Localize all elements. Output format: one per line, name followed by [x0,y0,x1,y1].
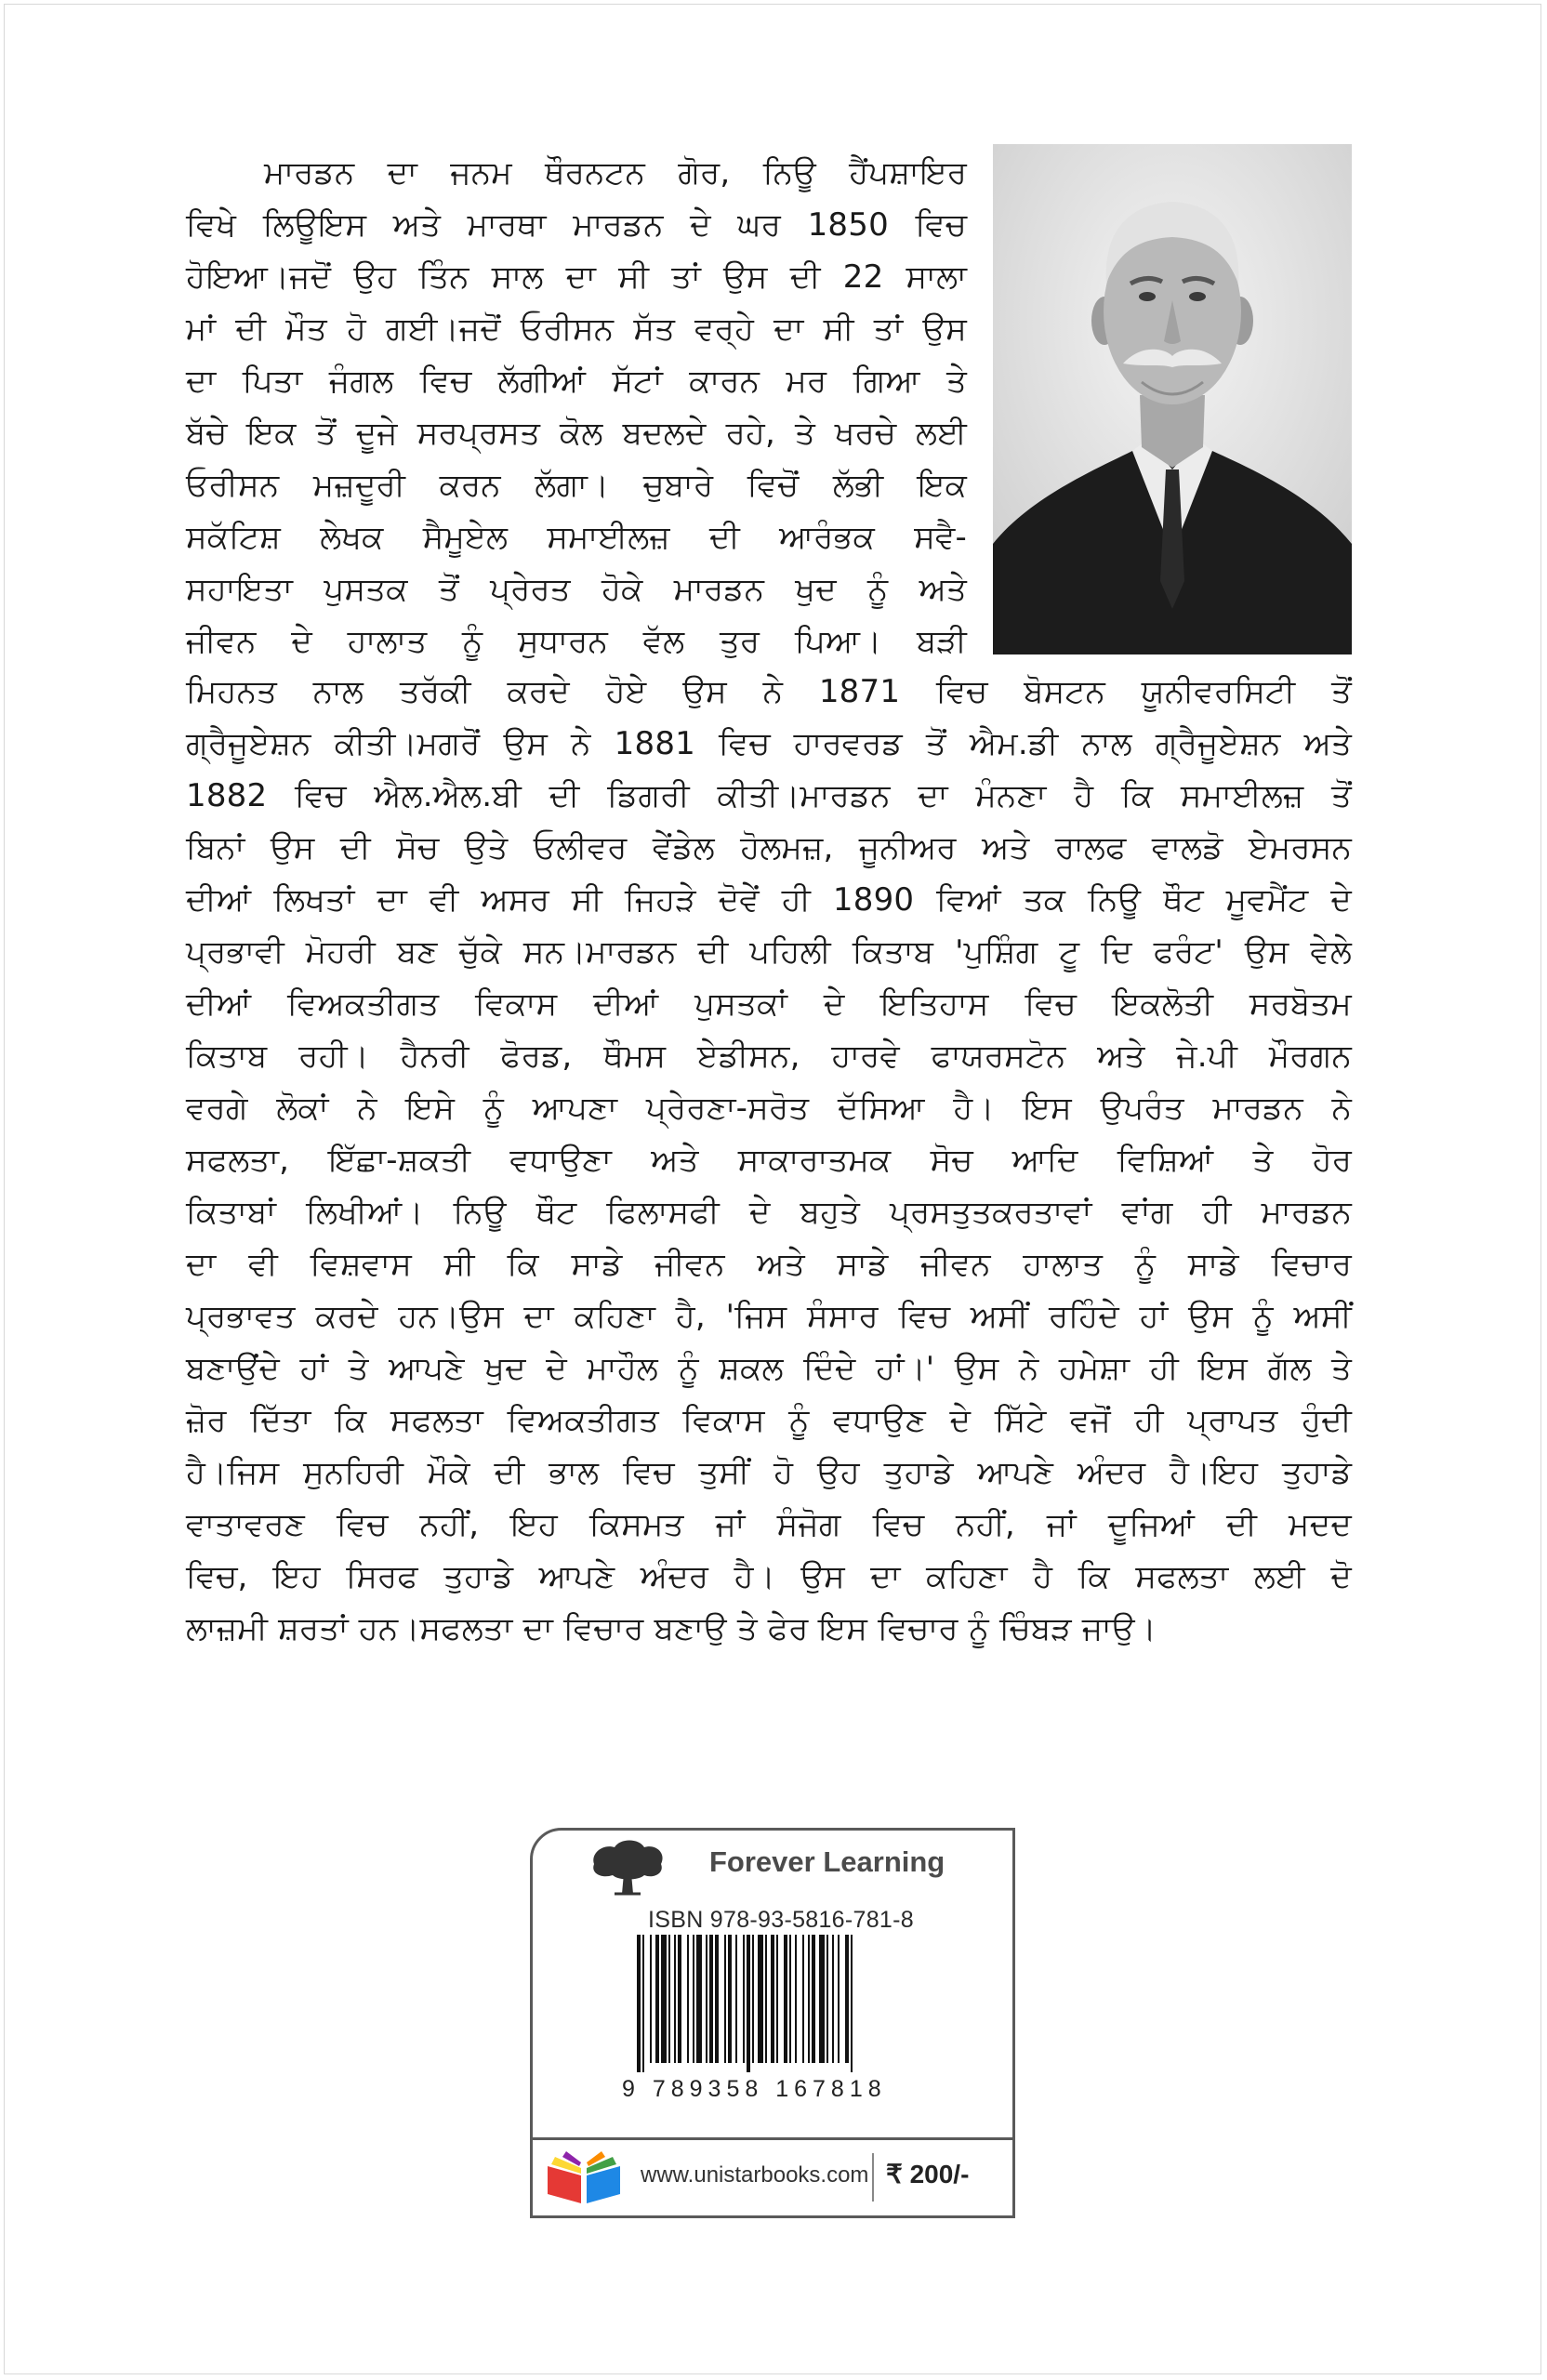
barcode-bar [845,1935,849,2063]
bio-line: ਵਰਗੇ ਲੋਕਾਂ ਨੇ ਇਸੇ ਨੂੰ ਆਪਣਾ ਪ੍ਰੇਰਣਾ-ਸਰੋਤ ਦੱਸਿਆ ਹੈ। ਇਸ ਉਪਰੰਤ ਮਾਰਡਨ ਨੇ [186,1090,1352,1127]
barcode-bar [661,1935,667,2063]
barcode-bar [735,1935,737,2063]
barcode-bar [693,1935,694,2063]
barcode [635,1935,918,2072]
barcode-bar [812,1935,815,2063]
bio-line: ਕਿਤਾਬ ਰਹੀ। ਹੈਨਰੀ ਫੋਰਡ, ਥੌਮਸ ਏਡੀਸਨ, ਹਾਰਵੇ ਫਾਯਰਸਟੋਨ ਅਤੇ ਜੇ.ਪੀ ਮੌਰਗਨ [186,1038,1352,1075]
bio-line: ਦਾ ਵੀ ਵਿਸ਼ਵਾਸ ਸੀ ਕਿ ਸਾਡੇ ਜੀਵਨ ਅਤੇ ਸਾਡੇ ਜੀਵਨ ਹਾਲਾਤ ਨੂੰ ਸਾਡੇ ਵਿਚਾਰ [186,1246,1352,1283]
barcode-bar [851,1935,853,2072]
bio-line: ਦਾ ਪਿਤਾ ਜੰਗਲ ਵਿਚ ਲੱਗੀਆਂ ਸੱਟਾਂ ਕਾਰਨ ਮਰ ਗਿਆ ਤੇ [186,363,967,400]
barcode-bar [743,1935,745,2063]
barcode-bar [728,1935,732,2063]
bio-line: ਦੀਆਂ ਵਿਅਕਤੀਗਤ ਵਿਕਾਸ ਦੀਆਂ ਪੁਸਤਕਾਂ ਦੇ ਇਤਿਹਾਸ ਵਿਚ ਇਕਲੋਤੀ ਸਰਬੋਤਮ [186,985,1352,1023]
barcode-bar [687,1935,689,2063]
bio-line: ਹੈ।ਜਿਸ ਸੁਨਹਿਰੀ ਮੌਕੇ ਦੀ ਭਾਲ ਵਿਚ ਤੁਸੀਂ ਹੋ ਉਹ ਤੁਹਾਡੇ ਆਪਣੇ ਅੰਦਰ ਹੈ।ਇਹ ਤੁਹਾਡੇ [186,1454,1352,1491]
barcode-bar [724,1935,726,2063]
barcode-bar [715,1935,719,2063]
barcode-bar [752,1935,754,2063]
barcode-bar [802,1935,804,2063]
barcode-bar [747,1935,750,2072]
barcode-bar [642,1935,644,2072]
barcode-bar [668,1935,670,2063]
author-portrait [993,144,1352,654]
barcode-bar [819,1935,825,2063]
barcode-bar [832,1935,834,2063]
price-divider [872,2153,874,2202]
bio-line: ਜੀਵਨ ਦੇ ਹਾਲਾਤ ਨੂੰ ਸੁਧਾਰਨ ਵੱਲ ਤੁਰ ਪਿਆ। ਬੜੀ [186,623,967,660]
bio-line: ਕਿਤਾਬਾਂ ਲਿਖੀਆਂ। ਨਿਊ ਥੌਟ ਫਿਲਾਸਫੀ ਦੇ ਬਹੁਤੇ ਪ੍ਰਸਤੁਤਕਰਤਾਵਾਂ ਵਾਂਗ ਹੀ ਮਾਰਡਨ [186,1194,1352,1231]
barcode-bar [678,1935,681,2063]
bio-line: ਮਾਰਡਨ ਦਾ ਜਨਮ ਥੌਰਨਟਨ ਗੋਰ, ਨਿਊ ਹੈਂਪਸ਼ਾਇਰ [264,154,967,192]
bio-line: ਬੱਚੇ ਇਕ ਤੋਂ ਦੂਜੇ ਸਰਪ੍ਰਸਤ ਕੋਲ ਬਦਲਦੇ ਰਹੇ, ਤੇ ਖਰਚੇ ਲਈ [186,415,967,452]
barcode-bar [789,1935,791,2063]
barcode-bar [776,1935,778,2063]
barcode-bar [674,1935,676,2063]
bio-line: ਵਿਖੇ ਲਿਊਇਸ ਅਤੇ ਮਾਰਥਾ ਮਾਰਡਨ ਦੇ ਘਰ 1850 ਵਿਚ [186,206,967,244]
barcode-bar [758,1935,763,2063]
barcode-bar [826,1935,828,2063]
bio-line: ਮਿਹਨਤ ਨਾਲ ਤਰੱਕੀ ਕਰਦੇ ਹੋਏ ਉਸ ਨੇ 1871 ਵਿਚ ਬੋਸਟਨ ਯੂਨੀਵਰਸਿਟੀ ਤੋਂ [186,673,1352,710]
bio-line: ਓਰੀਸਨ ਮਜ਼ਦੂਰੀ ਕਰਨ ਲੱਗਾ। ਚੁਬਾਰੇ ਵਿਚੋਂ ਲੱਭੀ ਇਕ [186,467,967,504]
barcode-bar [838,1935,840,2063]
bio-line: ਦੀਆਂ ਲਿਖਤਾਂ ਦਾ ਵੀ ਅਸਰ ਸੀ ਜਿਹੜੇ ਦੋਵੇਂ ਹੀ 1890 ਵਿਆਂ ਤਕ ਨਿਊ ਥੌਟ ਮੂਵਮੈਂਟ ਦੇ [186,881,1352,919]
bio-line: ਬਣਾਉਂਦੇ ਹਾਂ ਤੇ ਆਪਣੇ ਖੁਦ ਦੇ ਮਾਹੌਲ ਨੂੰ ਸ਼ਕਲ ਦਿੰਦੇ ਹਾਂ।' ਉਸ ਨੇ ਹਮੇਸ਼ਾ ਹੀ ਇਸ ਗੱਲ ਤੇ [186,1350,1352,1387]
barcode-bar [808,1935,810,2063]
bio-text-bottom [186,666,1352,1655]
publisher-brand-name: Forever Learning [709,1845,945,1878]
barcode-bar [784,1935,787,2063]
bio-text-top [186,147,967,668]
barcode-bar [650,1935,652,2063]
publisher-brand-row [533,1831,1012,1901]
price-label: ₹ 200/- [886,2160,970,2188]
bio-line: ਹੋਇਆ।ਜਦੋਂ ਉਹ ਤਿੰਨ ਸਾਲ ਦਾ ਸੀ ਤਾਂ ਉਸ ਦੀ 22 ਸਾਲਾ [186,258,967,296]
barcode-bar [771,1935,774,2063]
bio-line: ਵਾਤਾਵਰਣ ਵਿਚ ਨਹੀਂ, ਇਹ ਕਿਸਮਤ ਜਾਂ ਸੰਜੋਗ ਵਿਚ ਨਹੀਂ, ਜਾਂ ਦੂਜਿਆਂ ਦੀ ਮਦਦ [186,1506,1352,1543]
bio-line: ਸਕੱਟਿਸ਼ ਲੇਖਕ ਸੈਮੂਏਲ ਸਮਾਈਲਜ਼ ਦੀ ਆਰੰਭਕ ਸਵੈ- [186,519,967,556]
bio-line: ਗ੍ਰੈਜੂਏਸ਼ਨ ਕੀਤੀ।ਮਗਰੋਂ ਉਸ ਨੇ 1881 ਵਿਚ ਹਾਰਵਰਡ ਤੋਂ ਐਮ.ਡੀ ਨਾਲ ਗ੍ਰੈਜੂਏਸ਼ਨ ਅਤੇ [186,725,1352,762]
barcode-bar [795,1935,797,2063]
bio-line: 1882 ਵਿਚ ਐਲ.ਐਲ.ਬੀ ਦੀ ਡਿਗਰੀ ਕੀਤੀ।ਮਾਰਡਨ ਦਾ ਮੰਨਣਾ ਹੈ ਕਿ ਸਮਾਈਲਜ਼ ਤੋਂ [186,777,1352,814]
open-book-logo-icon [542,2148,626,2207]
isbn-number: ISBN 978-93-5816-781-8 [648,1907,914,1933]
bio-line: ਜ਼ੋਰ ਦਿੱਤਾ ਕਿ ਸਫਲਤਾ ਵਿਅਕਤੀਗਤ ਵਿਕਾਸ ਨੂੰ ਵਧਾਉਣ ਦੇ ਸਿੱਟੇ ਵਜੋਂ ਹੀ ਪ੍ਰਾਪਤ ਹੁੰਦੀ [186,1402,1352,1439]
publisher-footer-row [533,2137,1012,2215]
bio-line: ਸਫਲਤਾ, ਇੱਛਾ-ਸ਼ਕਤੀ ਵਧਾਉਣਾ ਅਤੇ ਸਾਕਾਰਾਤਮਕ ਸੋਚ ਆਦਿ ਵਿਸ਼ਿਆਂ ਤੇ ਹੋਰ [186,1142,1352,1179]
barcode-bar [706,1935,707,2063]
bio-line: ਬਿਨਾਂ ਉਸ ਦੀ ਸੋਚ ਉਤੇ ਓਲੀਵਰ ਵੇਂਡੇਲ ਹੋਲਮਜ਼, ਜੂਨੀਅਰ ਅਤੇ ਰਾਲਫ ਵਾਲਡੋ ਏਮਰਸਨ [186,829,1352,866]
bio-line: ਵਿਚ, ਇਹ ਸਿਰਫ ਤੁਹਾਡੇ ਆਪਣੇ ਅੰਦਰ ਹੈ। ਉਸ ਦਾ ਕਹਿਣਾ ਹੈ ਕਿ ਸਫਲਤਾ ਲਈ ਦੋ [186,1558,1352,1595]
barcode-bar [696,1935,702,2063]
barcode-bar [637,1935,641,2072]
bio-line: ਪ੍ਰਭਾਵੀ ਮੋਹਰੀ ਬਣ ਚੁੱਕੇ ਸਨ।ਮਾਰਡਨ ਦੀ ਪਹਿਲੀ ਕਿਤਾਬ 'ਪੁਸ਼ਿੰਗ ਟੂ ਦਿ ਫਰੰਟ' ਉਸ ਵੇਲੇ [186,933,1352,971]
bio-line: ਪ੍ਰਭਾਵਤ ਕਰਦੇ ਹਨ।ਉਸ ਦਾ ਕਹਿਣਾ ਹੈ, 'ਜਿਸ ਸੰਸਾਰ ਵਿਚ ਅਸੀਂ ਰਹਿੰਦੇ ਹਾਂ ਉਸ ਨੂੰ ਅਸੀਂ [186,1298,1352,1335]
barcode-digits: 9 789358 167818 [622,2076,887,2102]
tree-icon [587,1836,668,1896]
portrait-drawing [993,144,1352,654]
bio-line: ਮਾਂ ਦੀ ਮੌਤ ਹੋ ਗਈ।ਜਦੋਂ ਓਰੀਸਨ ਸੱਤ ਵਰ੍ਹੇ ਦਾ ਸੀ ਤਾਂ ਉਸ [186,311,967,348]
barcode-bar [765,1935,767,2063]
isbn-barcode-block [530,1828,1015,2218]
publisher-website: www.unistarbooks.com [641,2162,869,2188]
barcode-bar [655,1935,659,2063]
bio-line: ਸਹਾਇਤਾ ਪੁਸਤਕ ਤੋਂ ਪ੍ਰੇਰਤ ਹੋਕੇ ਮਾਰਡਨ ਖੁਦ ਨੂੰ ਅਤੇ [186,571,967,608]
bio-line: ਲਾਜ਼ਮੀ ਸ਼ਰਤਾਂ ਹਨ।ਸਫਲਤਾ ਦਾ ਵਿਚਾਰ ਬਣਾਉ ਤੇ ਫੇਰ ਇਸ ਵਿਚਾਰ ਨੂੰ ਚਿੰਬੜ ਜਾਉ। [186,1610,1157,1647]
barcode-bar [709,1935,713,2063]
